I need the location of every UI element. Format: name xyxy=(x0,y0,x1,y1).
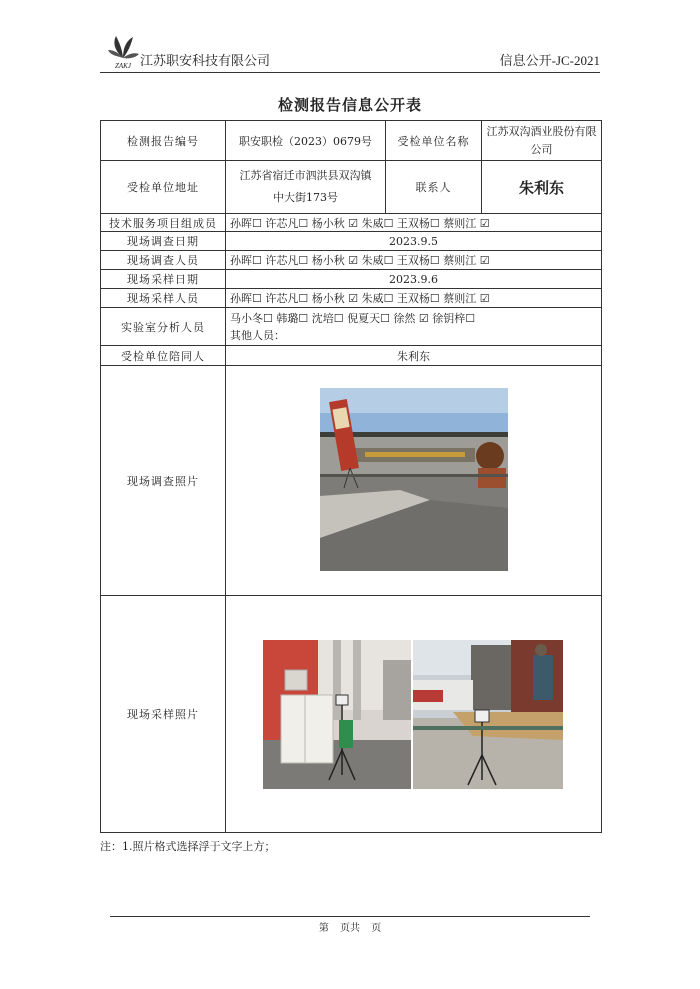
footer-page: 第 xyxy=(318,923,329,934)
entity-label: 受检单位名称 xyxy=(386,121,482,161)
team-label: 技术服务项目组成员 xyxy=(101,214,226,232)
table-row xyxy=(101,270,602,289)
escort-value: 朱利东 xyxy=(226,346,602,366)
table-row xyxy=(101,121,602,161)
company-name: 江苏职安科技有限公司 xyxy=(140,54,271,69)
header-divider xyxy=(100,72,600,73)
page-header xyxy=(100,30,600,72)
lab-value xyxy=(226,308,602,346)
table-row xyxy=(101,232,602,251)
escort-label: 受检单位陪同人 xyxy=(101,346,226,366)
sampling-date-value: 2023.9.6 xyxy=(226,270,602,289)
survey-staff-value: 孙晖☐ 许芯凡☐ 杨小秋 ☑ 朱威☐ 王双杨☐ 蔡则江 ☑ xyxy=(226,251,602,270)
table-row xyxy=(101,596,602,833)
survey-staff-label: 现场调查人员 xyxy=(101,251,226,270)
footer-pages: 页共 xyxy=(340,923,360,934)
sampling-photo-left xyxy=(263,640,411,789)
document-code: 信息公开-JC-2021 xyxy=(499,53,600,68)
survey-photo-cell xyxy=(226,366,602,596)
survey-photo-label: 现场调查照片 xyxy=(101,366,226,596)
survey-date-value: 2023.9.5 xyxy=(226,232,602,251)
report-no-label: 检测报告编号 xyxy=(101,121,226,161)
page-title: 检测报告信息公开表 xyxy=(277,96,422,114)
svg-text:ZAKJ: ZAKJ xyxy=(115,62,131,70)
sampling-staff-value: 孙晖☐ 许芯凡☐ 杨小秋 ☑ 朱威☐ 王双杨☐ 蔡则江 ☑ xyxy=(226,289,602,308)
table-row xyxy=(101,366,602,596)
sampling-date-label: 现场采样日期 xyxy=(101,270,226,289)
table-row xyxy=(101,214,602,232)
footer-divider xyxy=(110,916,590,917)
address-value: 江苏省宿迁市泗洪县双沟镇中大街173号 xyxy=(226,161,386,214)
contact-value: 朱利东 xyxy=(482,161,602,214)
table-row xyxy=(101,308,602,346)
entity-value: 江苏双沟酒业股份有限公司 xyxy=(482,121,602,161)
page-footer xyxy=(0,919,700,934)
report-no-value: 职安职检（2023）0679号 xyxy=(226,121,386,161)
table-row xyxy=(101,251,602,270)
company-logo xyxy=(106,32,140,70)
table-row xyxy=(101,289,602,308)
sampling-photo-right xyxy=(413,640,563,789)
contact-label: 联系人 xyxy=(386,161,482,214)
address-label: 受检单位地址 xyxy=(101,161,226,214)
footer-end: 页 xyxy=(371,923,382,934)
team-value: 孙晖☐ 许芯凡☐ 杨小秋 ☑ 朱威☐ 王双杨☐ 蔡则江 ☑ xyxy=(226,214,602,232)
lab-other-line: 其他人员： xyxy=(230,328,285,342)
lab-staff-line: 马小冬☐ 韩璐☐ 沈培☐ 倪夏天☐ 徐然 ☑ 徐钥梓☐ xyxy=(230,311,476,325)
report-table xyxy=(100,120,602,833)
sampling-photo-cell xyxy=(226,596,602,833)
table-row xyxy=(101,161,602,214)
table-note: 注：1.照片格式选择浮于文字上方； xyxy=(100,840,276,853)
sampling-staff-label: 现场采样人员 xyxy=(101,289,226,308)
table-row xyxy=(101,346,602,366)
sampling-photo-label: 现场采样照片 xyxy=(101,596,226,833)
survey-photo xyxy=(320,388,508,571)
survey-date-label: 现场调查日期 xyxy=(101,232,226,251)
lab-label: 实验室分析人员 xyxy=(101,308,226,346)
